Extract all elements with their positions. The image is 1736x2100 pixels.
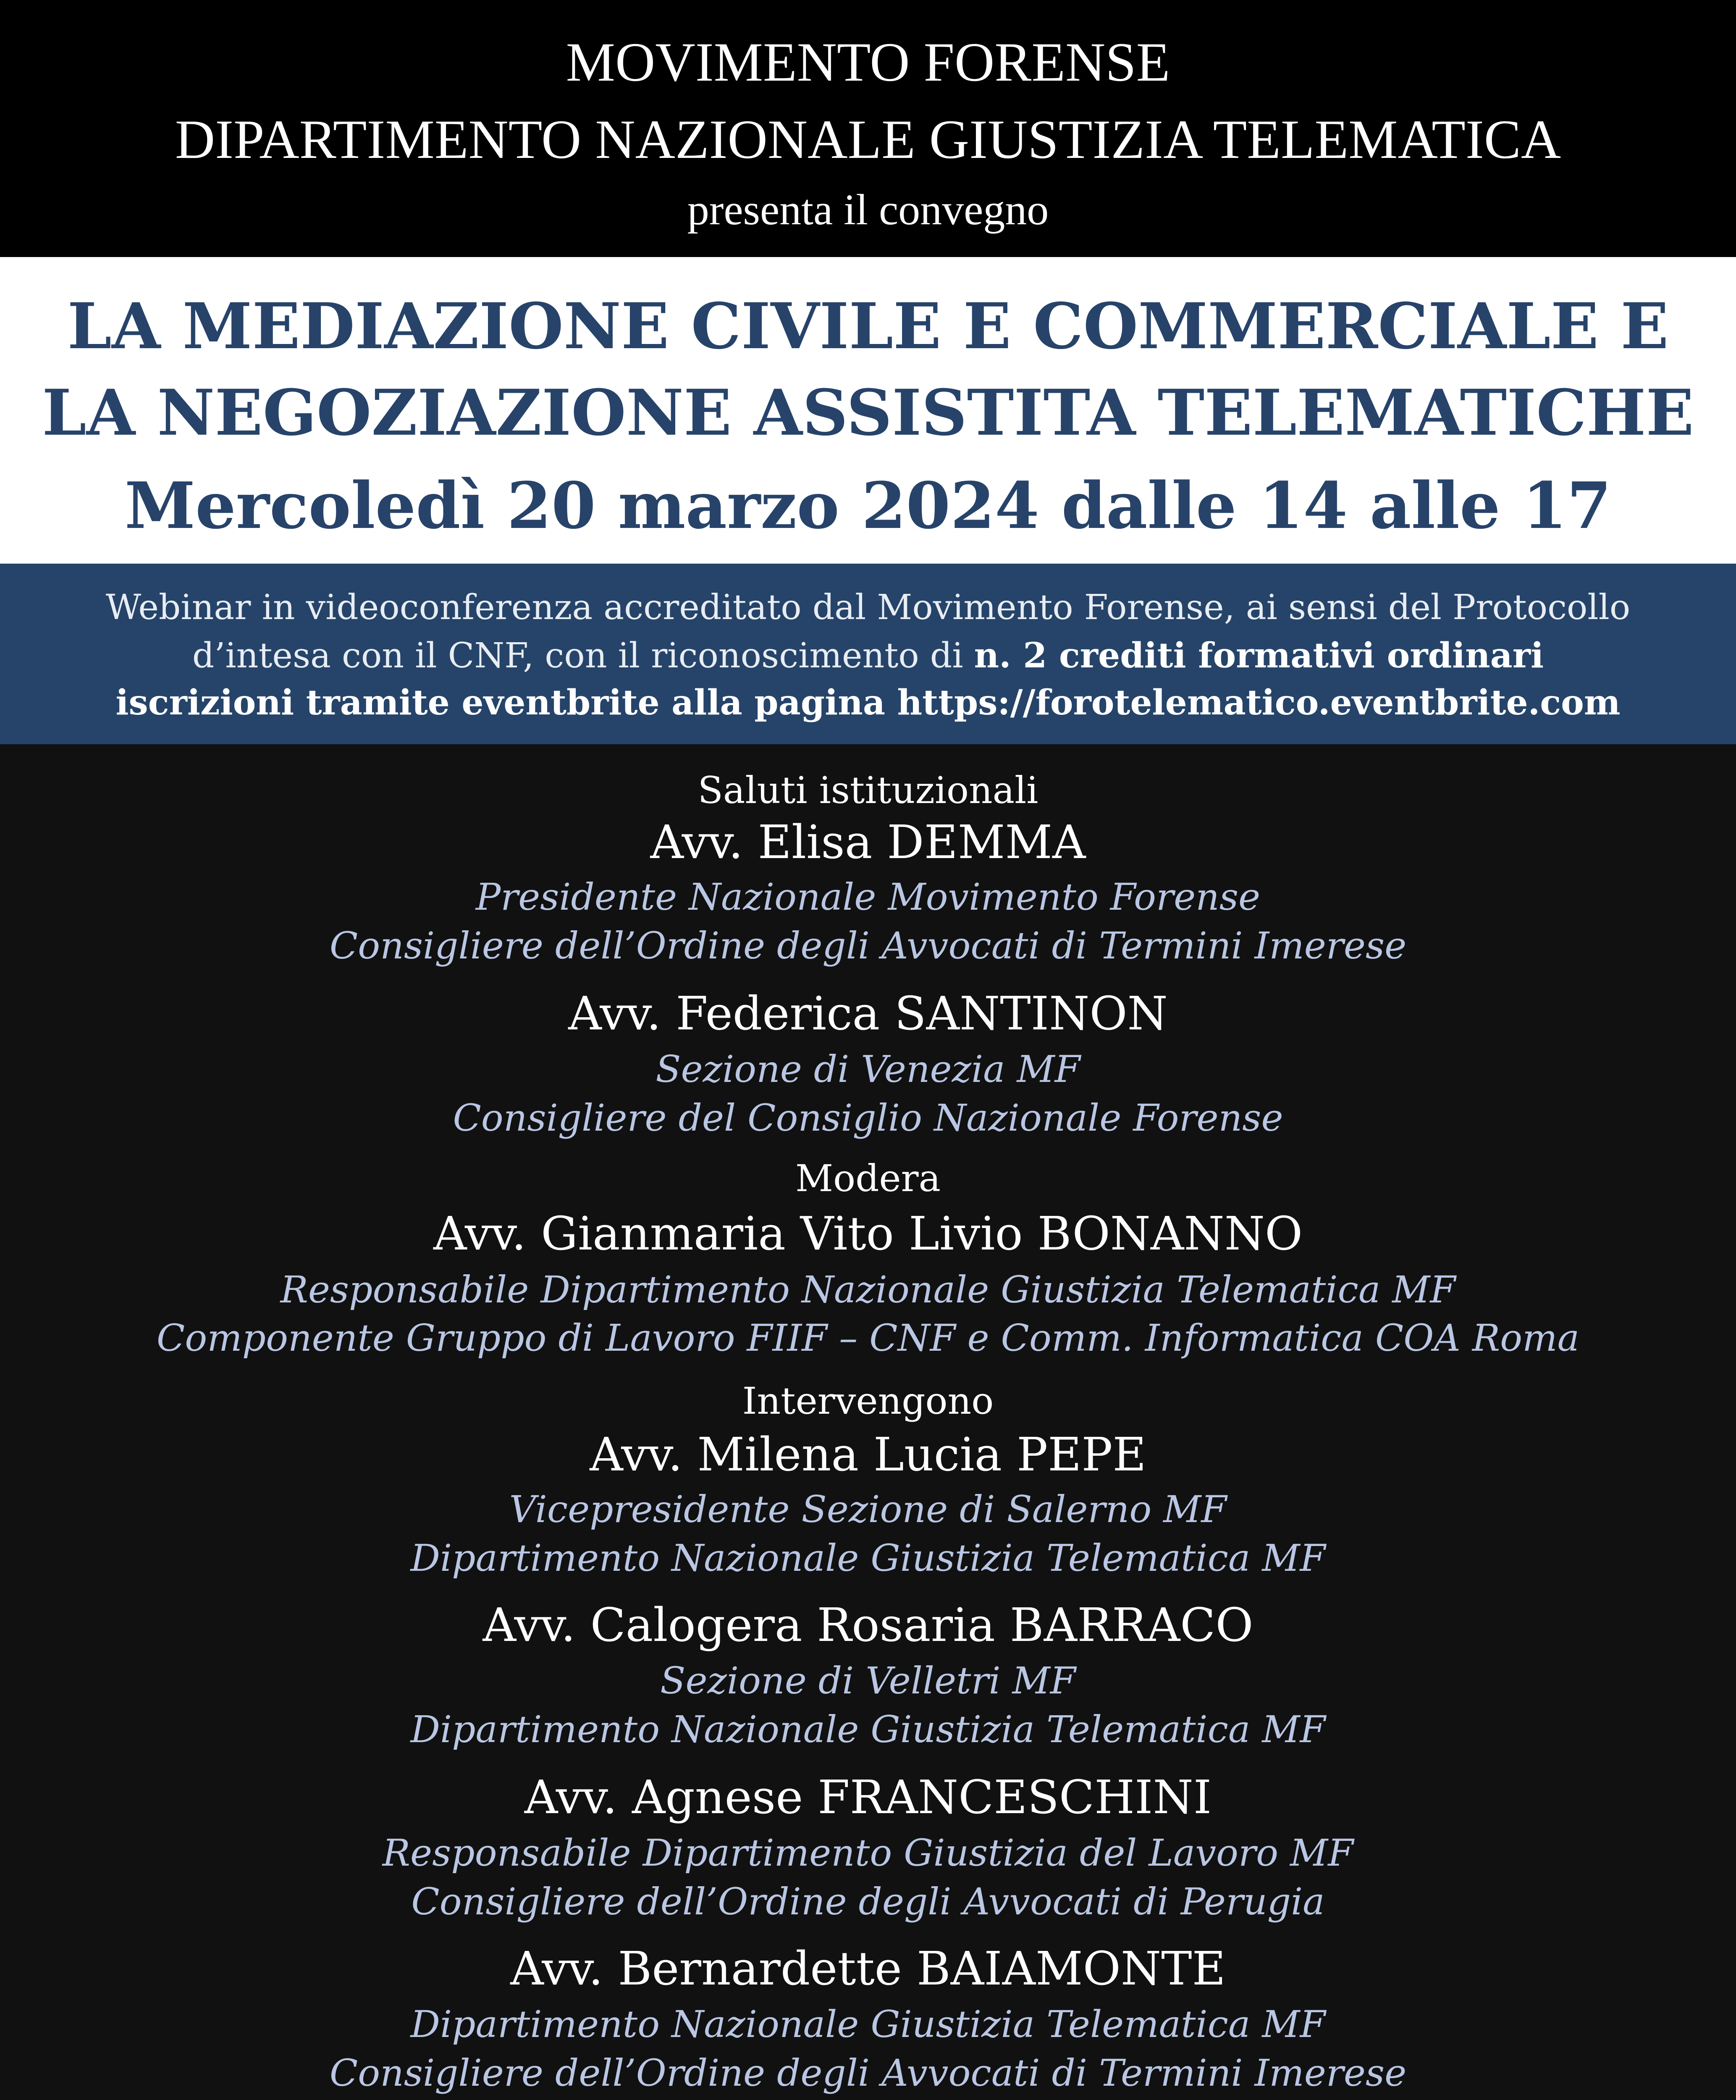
- program-section: [0, 744, 1736, 2100]
- speaker-role: Consigliere dell’Ordine degli Avvocati di Termini Imerese: [329, 924, 1407, 967]
- info-line-1: Webinar in videoconferenza accreditato dal Movimento Forense, ai sensi del Protocollo: [105, 588, 1631, 627]
- header-band: [0, 0, 1736, 257]
- department-name: DIPARTIMENTO NAZIONALE GIUSTIZIA TELEMATICA: [175, 108, 1561, 170]
- title-line-2: LA NEGOZIAZIONE ASSISTITA TELEMATICHE: [42, 376, 1694, 450]
- speaker-role: Dipartimento Nazionale Giustizia Telematica MF: [410, 2003, 1326, 2046]
- presents-label: presenta il convegno: [687, 186, 1049, 234]
- registration-line: iscrizioni tramite eventbrite alla pagina https://forotelematico.eventbrite.com: [115, 682, 1621, 723]
- speaker-role: Consigliere dell’Ordine degli Avvocati di Perugia: [411, 1880, 1325, 1923]
- speaker-role: Dipartimento Nazionale Giustizia Telematica MF: [410, 1536, 1326, 1580]
- speaker-name: Avv. Elisa DEMMA: [650, 815, 1086, 869]
- info-line-2: [0, 635, 1736, 676]
- title-block: [0, 257, 1736, 564]
- speaker-role: Dipartimento Nazionale Giustizia Telematica MF: [410, 1708, 1326, 1751]
- intervengono-heading: Intervengono: [742, 1379, 994, 1423]
- event-date: Mercoledì 20 marzo 2024 dalle 14 alle 17: [124, 468, 1612, 543]
- speaker-name: Avv. Gianmaria Vito Livio BONANNO: [433, 1207, 1303, 1260]
- speaker-name: Avv. Calogera Rosaria BARRACO: [483, 1598, 1253, 1652]
- credits-label: n. 2 crediti formativi ordinari: [974, 635, 1544, 676]
- speaker-name: Avv. Bernardette BAIAMONTE: [510, 1942, 1226, 1995]
- speaker-role: Consigliere del Consiglio Nazionale Forense: [453, 1096, 1283, 1139]
- speaker-role: Sezione di Velletri MF: [660, 1659, 1076, 1702]
- info-band: [0, 564, 1736, 744]
- speaker-role: Vicepresidente Sezione di Salerno MF: [509, 1488, 1227, 1531]
- info-line-2-text: d’intesa con il CNF, con il riconoscimento di: [192, 636, 974, 676]
- speaker-name: Avv. Milena Lucia PEPE: [590, 1428, 1146, 1481]
- speaker-role: Responsabile Dipartimento Giustizia del Lavoro MF: [382, 1831, 1354, 1874]
- speaker-name: Avv. Federica SANTINON: [568, 987, 1168, 1040]
- title-line-1: LA MEDIAZIONE CIVILE E COMMERCIALE E: [67, 289, 1669, 363]
- modera-heading: Modera: [795, 1157, 941, 1200]
- speaker-role: Responsabile Dipartimento Nazionale Giustizia Telematica MF: [280, 1268, 1456, 1311]
- org-name: MOVIMENTO FORENSE: [566, 31, 1170, 93]
- speaker-name: Avv. Agnese FRANCESCHINI: [524, 1770, 1212, 1824]
- speaker-role: Componente Gruppo di Lavoro FIIF – CNF e Comm. Informatica COA Roma: [156, 1316, 1580, 1360]
- saluti-heading: Saluti istituzionali: [698, 769, 1038, 812]
- speaker-role: Consigliere dell’Ordine degli Avvocati di Termini Imerese: [329, 2051, 1407, 2095]
- speaker-role: Presidente Nazionale Movimento Forense: [475, 875, 1261, 919]
- speaker-role: Sezione di Venezia MF: [656, 1047, 1080, 1091]
